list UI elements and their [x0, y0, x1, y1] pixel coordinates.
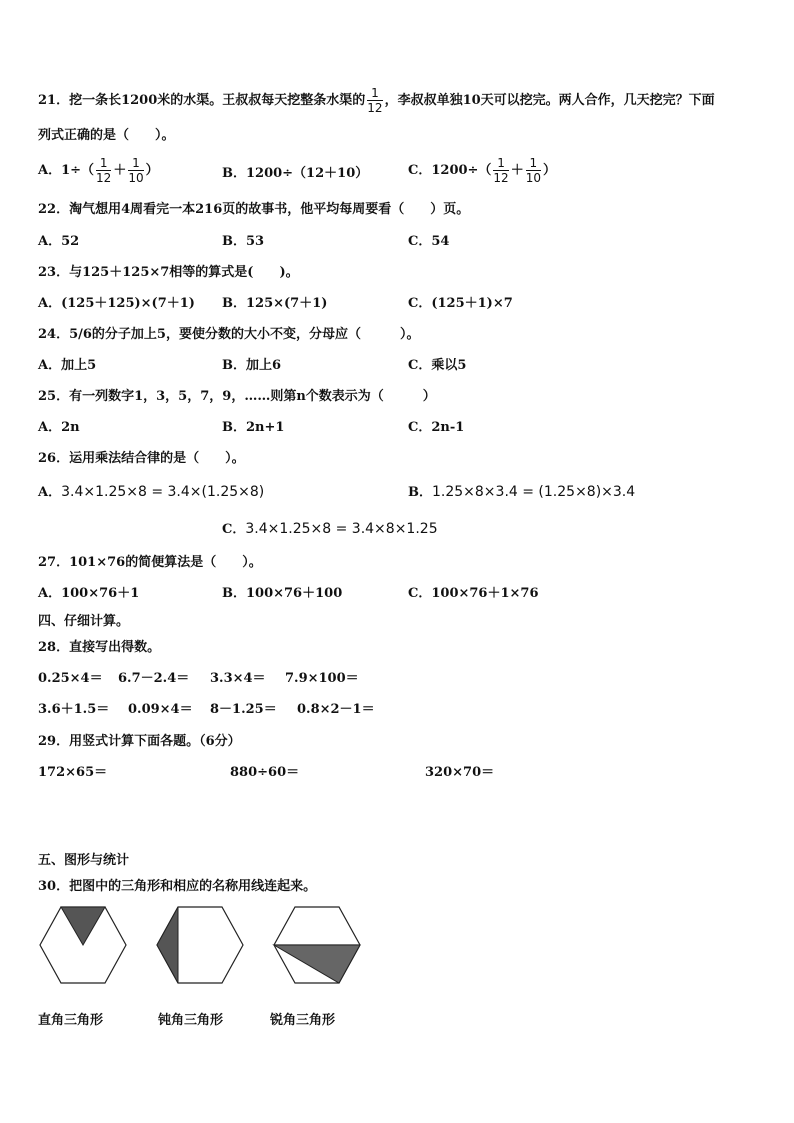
q29-item: 880÷60＝: [230, 765, 300, 780]
triangle-label[interactable]: 钝角三角形: [158, 1013, 224, 1028]
q21-option-c[interactable]: C．1200÷（ $\frac{1}{12}$ ＋ $\frac{1}{10}$ ）: [408, 156, 557, 185]
q26-option-c[interactable]: C．3.4×1.25×8 = 3.4×8×1.25: [222, 521, 438, 537]
fraction: $\frac{1}{12}$: [367, 86, 383, 115]
q23-option-b[interactable]: B．125×(7＋1): [222, 296, 328, 311]
q28-item: 8－1.25＝: [210, 702, 277, 717]
fraction: $\frac{1}{10}$: [128, 156, 144, 185]
q29-text: 29．用竖式计算下面各题。（6分）: [38, 734, 241, 749]
q22-option-a[interactable]: A．52: [38, 234, 80, 249]
q28-item: 0.09×4＝: [128, 702, 193, 717]
q24-option-a[interactable]: A．加上5: [38, 358, 97, 373]
triangle-label[interactable]: 锐角三角形: [270, 1013, 336, 1028]
fraction: $\frac{1}{12}$: [96, 156, 112, 185]
q28-item: 7.9×100＝: [285, 671, 359, 686]
q28-item: 3.6＋1.5＝: [38, 702, 110, 717]
hexagon-acute-triangle-figure: [272, 905, 362, 985]
hexagon-right-triangle-figure: [38, 905, 128, 985]
q27-option-b[interactable]: B．100×76＋100: [222, 586, 343, 601]
q25-text: 25．有一列数字1，3，5，7，9，……则第n个数表示为（ ）: [38, 389, 436, 404]
q28-item: 0.8×2－1＝: [297, 702, 375, 717]
q21-option-a[interactable]: A．1÷（ $\frac{1}{12}$ ＋ $\frac{1}{10}$ ）: [38, 156, 159, 185]
fraction: $\frac{1}{10}$: [525, 156, 541, 185]
q25-option-b[interactable]: B．2n+1: [222, 420, 285, 435]
q26-option-b[interactable]: B．1.25×8×3.4 = (1.25×8)×3.4: [408, 484, 636, 500]
q29-item: 172×65＝: [38, 765, 108, 780]
q30-text: 30．把图中的三角形和相应的名称用线连起来。: [38, 879, 317, 894]
q22-option-c[interactable]: C．54: [408, 234, 450, 249]
q28-text: 28．直接写出得数。: [38, 640, 161, 655]
triangle-label[interactable]: 直角三角形: [38, 1013, 104, 1028]
section-4-heading: 四、仔细计算。: [38, 614, 130, 629]
fraction: $\frac{1}{12}$: [493, 156, 509, 185]
q23-text: 23．与125＋125×7相等的算式是( )。: [38, 265, 299, 280]
q25-option-c[interactable]: C．2n-1: [408, 420, 465, 435]
q26-option-a[interactable]: A．3.4×1.25×8 = 3.4×(1.25×8): [38, 484, 265, 500]
q28-item: 0.25×4＝: [38, 671, 103, 686]
q23-option-a[interactable]: A．(125＋125)×(7＋1): [38, 296, 195, 311]
q29-item: 320×70＝: [425, 765, 495, 780]
q28-item: 3.3×4＝: [210, 671, 266, 686]
section-5-heading: 五、图形与统计: [38, 853, 130, 868]
q24-text: 24．5/6的分子加上5，要使分数的大小不变，分母应（ ）。: [38, 327, 420, 342]
q26-text: 26．运用乘法结合律的是（ ）。: [38, 451, 245, 466]
q22-option-b[interactable]: B．53: [222, 234, 265, 249]
q25-option-a[interactable]: A．2n: [38, 420, 80, 435]
q28-item: 6.7－2.4＝: [118, 671, 190, 686]
q21-option-b[interactable]: B．1200÷（12＋10）: [222, 166, 369, 181]
q24-option-c[interactable]: C．乘以5: [408, 358, 467, 373]
q23-option-c[interactable]: C．(125＋1)×7: [408, 296, 513, 311]
q27-option-c[interactable]: C．100×76＋1×76: [408, 586, 539, 601]
q21-line2: 列式正确的是（ ）。: [38, 128, 175, 143]
q22-text: 22．淘气想用4周看完一本216页的故事书，他平均每周要看（ ）页。: [38, 202, 470, 217]
q21-line1: 21．挖一条长1200米的水渠。王叔叔每天挖整条水渠的 $\frac{1}{12}$ ，李叔叔单独10天可以挖完。两人合作，几天挖完？下面: [38, 86, 715, 115]
q24-option-b[interactable]: B．加上6: [222, 358, 282, 373]
hexagon-obtuse-triangle-figure: [155, 905, 245, 985]
q27-text: 27．101×76的简便算法是（ ）。: [38, 555, 262, 570]
q27-option-a[interactable]: A．100×76＋1: [38, 586, 140, 601]
